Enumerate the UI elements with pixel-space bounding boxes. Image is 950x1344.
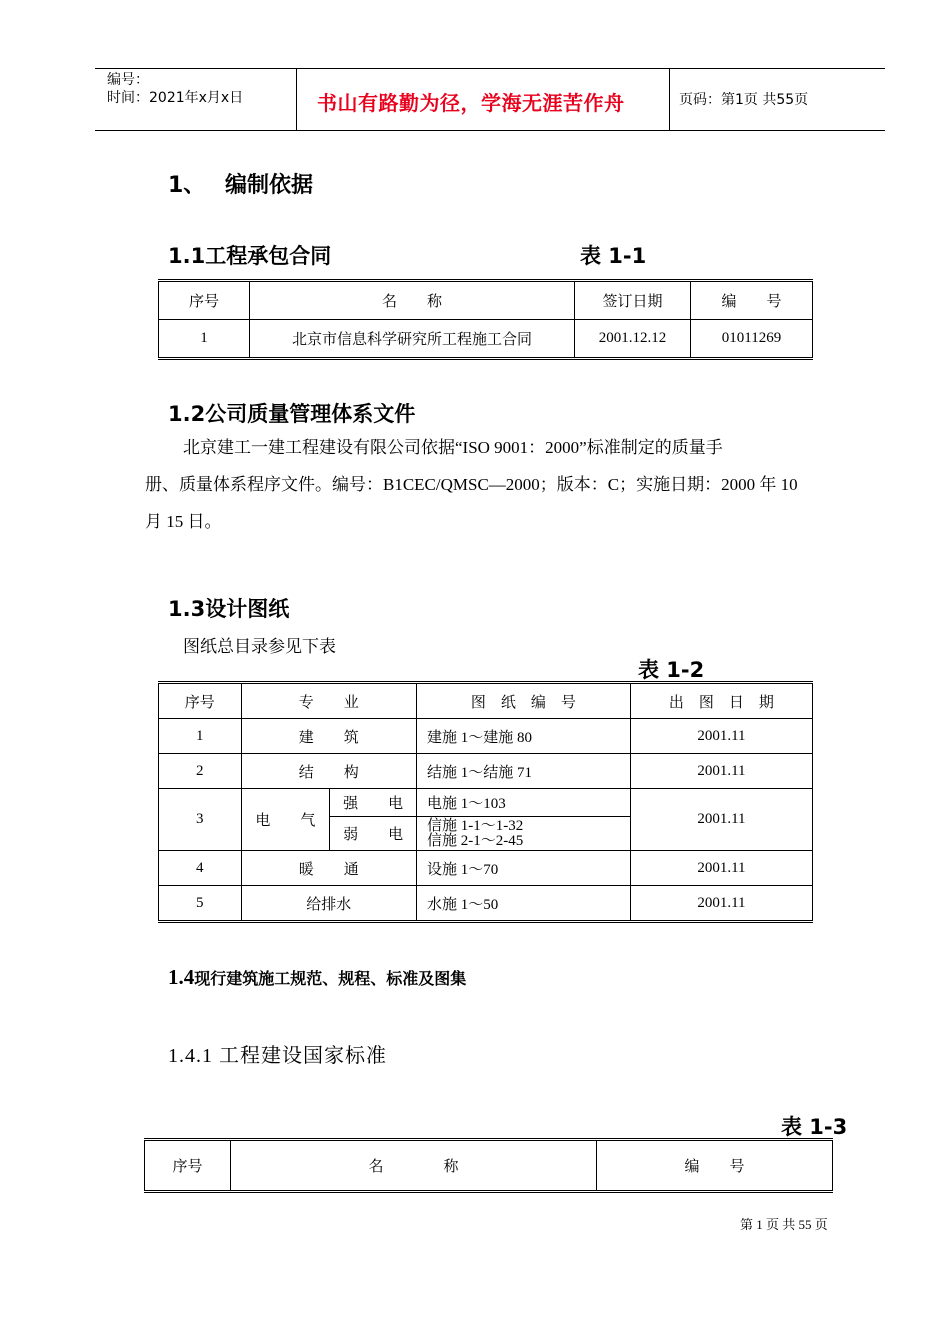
table-cell: 电 气 <box>241 789 330 851</box>
table-header: 序号 <box>159 281 250 320</box>
subsection-title-1-4 <box>168 965 466 990</box>
table-header: 图 纸 编 号 <box>417 683 631 719</box>
table-cell: 2001.11 <box>630 851 812 886</box>
table-header: 序号 <box>145 1140 231 1192</box>
page-footer: 第 1 页 共 55 页 <box>740 1217 828 1232</box>
table-header: 出 图 日 期 <box>630 683 812 719</box>
subsection-title-1-1: 1.1工程承包合同 <box>168 244 332 268</box>
table-cell-line: 信施 1-1～1-32 <box>427 817 524 834</box>
table-cell: 暖 通 <box>241 851 416 886</box>
subsection-number: 1.4 <box>168 965 195 989</box>
table-cell: 弱 电 <box>330 817 417 851</box>
table-cell: 结 构 <box>241 754 416 789</box>
table-cell: 1 <box>159 719 242 754</box>
header-number-label: 编号： <box>107 72 149 88</box>
table-cell: 3 <box>159 789 242 851</box>
subsection-title-text: 现行建筑施工规范、规程、标准及图集 <box>194 969 467 988</box>
table-cell: 2001.11 <box>630 719 812 754</box>
table-cell-multiline <box>417 817 631 851</box>
table-cell: 结施 1～结施 71 <box>417 754 631 789</box>
table-national-standards <box>144 1138 833 1193</box>
subsection-title-1-2: 1.2公司质量管理体系文件 <box>168 402 416 426</box>
section-number: 1、 <box>168 173 206 198</box>
table-cell: 4 <box>159 851 242 886</box>
table-cell: 水施 1～50 <box>417 886 631 922</box>
table-cell: 2001.12.12 <box>575 320 691 359</box>
table-cell: 2 <box>159 754 242 789</box>
table-header: 编 号 <box>597 1140 833 1192</box>
subsection-title-1-4-1: 1.4.1 工程建设国家标准 <box>168 1045 387 1067</box>
table-label-1-2: 表 1-2 <box>638 658 705 682</box>
table-label-1-1: 表 1-1 <box>580 244 647 268</box>
table-header: 专 业 <box>241 683 416 719</box>
table-cell: 1 <box>159 320 250 359</box>
header-page-info: 页码：第1页 共55页 <box>679 92 809 108</box>
table-header: 名 称 <box>250 281 575 320</box>
table-cell: 2001.11 <box>630 886 812 922</box>
paragraph-line: 月 15 日。 <box>145 512 222 531</box>
table-label-1-3: 表 1-3 <box>781 1115 848 1139</box>
table-cell: 01011269 <box>691 320 813 359</box>
header-divider <box>669 69 670 130</box>
section-title: 编制依据 <box>225 173 314 198</box>
table-cell-line: 信施 2-1～2-45 <box>427 832 524 849</box>
table-cell: 建施 1～建施 80 <box>417 719 631 754</box>
table-cell: 2001.11 <box>630 789 812 851</box>
table-cell: 2001.11 <box>630 754 812 789</box>
header-time: 时间：2021年x月x日 <box>107 90 244 106</box>
intro-text: 图纸总目录参见下表 <box>183 637 336 656</box>
header-left <box>107 71 243 107</box>
table-cell: 给排水 <box>241 886 416 922</box>
table-header: 序号 <box>159 683 242 719</box>
table-cell: 设施 1～70 <box>417 851 631 886</box>
page-header <box>95 68 885 131</box>
paragraph-line: 北京建工一建工程建设有限公司依据“ISO 9001：2000”标准制定的质量手 <box>183 438 723 457</box>
table-header: 编 号 <box>691 281 813 320</box>
header-motto: 书山有路勤为径，学海无涯苦作舟 <box>317 91 625 115</box>
table-cell: 强 电 <box>330 789 417 817</box>
table-header: 签订日期 <box>575 281 691 320</box>
table-contract <box>158 279 813 360</box>
table-cell: 5 <box>159 886 242 922</box>
table-cell: 建 筑 <box>241 719 416 754</box>
subsection-title-1-3: 1.3设计图纸 <box>168 597 290 621</box>
section-heading <box>168 168 313 199</box>
table-drawings <box>158 681 813 923</box>
paragraph-line: 册、质量体系程序文件。编号：B1CEC/QMSC—2000；版本：C；实施日期：2000 年 10 <box>145 475 798 494</box>
table-cell: 北京市信息科学研究所工程施工合同 <box>250 320 575 359</box>
table-header: 名 称 <box>231 1140 597 1192</box>
header-divider <box>296 69 297 130</box>
table-cell: 电施 1～103 <box>417 789 631 817</box>
